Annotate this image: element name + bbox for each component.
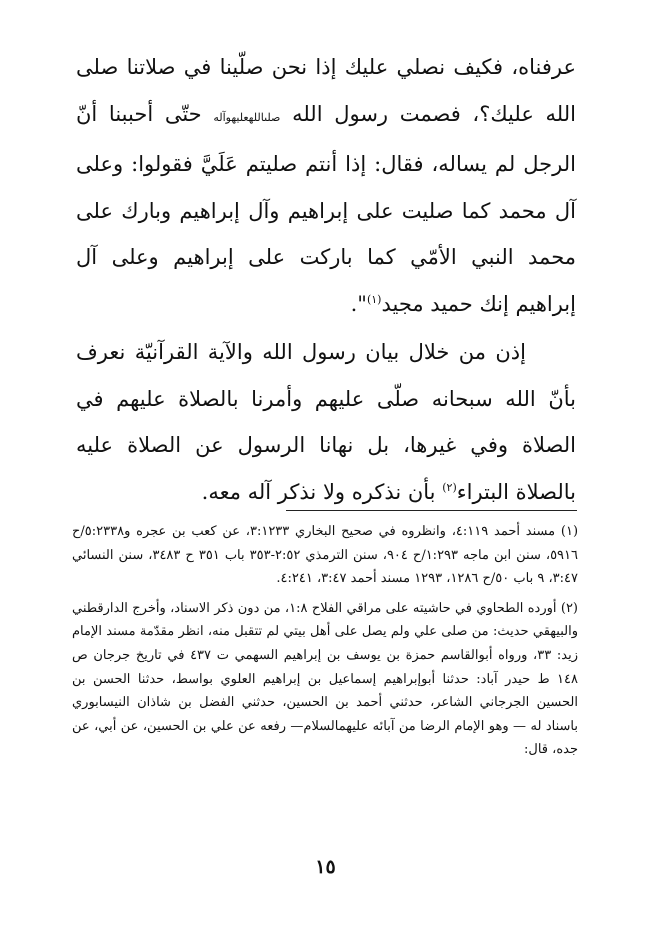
footnote-ref-2[interactable]: (٢) [442,480,457,494]
page-number: ١٥ [315,856,336,878]
footnote-2: (٢) أورده الطحاوي في حاشيته على مراقي الفلاح ١:٨، من دون ذكر الاسناد، وأخرج الدارقطني والبيهقي حديث: من صلى علي ولم يصل على أهل بيتي لم تتقبل منه، انظر مقدّمة مسند الإمام زيد: ٣٣، ورواه أبوالقاسم حمزة بن يوسف بن إبراهيم السهمي ت ٤٣٧ في تاريخ جرجان ص ١٤٨ ط حيدر آباد: حدثنا أبوإبراهيم إسماعيل بن إبراهيم العلوي بواسط، حدثنا الحسن بن الحسين الجرجاني الشاعر، حدثني أحمد بن الحسين، حدثني الفضل بن شاذان النيسابوري باسناد له — وهو الإمام الرضا من آبائه عليهمالسلام— رفعه عن علي بن الحسين، عن أبي، عن جده، قال: [72,600,578,758]
footnote-ref-1[interactable]: (١) [366,292,382,306]
paragraph-1 [76,44,576,327]
paragraph-1-closing: ". [350,291,367,316]
main-text [76,44,576,515]
paragraph-1-text: عرفناه، فكيف نصلي عليك إذا نحن صلّينا في صلاتنا صلى الله عليك؟، فصمت رسول الله [76,55,576,126]
footnotes [72,520,578,768]
paragraph-2 [76,329,576,515]
paragraph-1-text-after: حتّى أحببنا أنّ الرجل لم يساله، فقال: إذا أنتم صليتم عَلَيَّ فقولوا: وعلى آل محمد كما صليت على إبراهيم وآل إبراهيم وبارك على محمد النبي الأمّي كما باركت على إبراهيم وعلى آل إبراهيم إنك حميد مجيد [76,101,576,316]
footnote-1: (١) مسند أحمد ٤:١١٩، وانظروه في صحيح البخاري ٣:١٢٣٣، عن كعب بن عجره و٥:٢٣٣٨/ح ٥٩١٦، سنن ابن ماجه ١:٢٩٣/ح ٩٠٤، سنن الترمذي ٢:٥٢-٣٥٣ باب ٣٥١ ح ٣٤٨٣، سنن النسائي ٣:٤٧، ٩ باب ٥٠/ح ١٢٨٦، ١٢٩٣ مسند أحمد ٣:٤٧، ٤:٢٤١. [72,524,579,587]
paragraph-2-text: إذن من خلال بيان رسول الله والآية القرآنيّة نعرف بأنّ الله سبحانه صلّى عليهم وأمرنا بالصلاة عليهم في الصلاة وفي غيرها، بل نهانا الرسول عن الصلاة عليه بالصلاة البتراء [76,340,576,504]
salawat-symbol: صلىاللهعليهوآله [213,110,281,124]
footnote-divider [286,510,577,511]
paragraph-2-text-after: بأن نذكره ولا نذكر آله معه. [201,479,436,504]
